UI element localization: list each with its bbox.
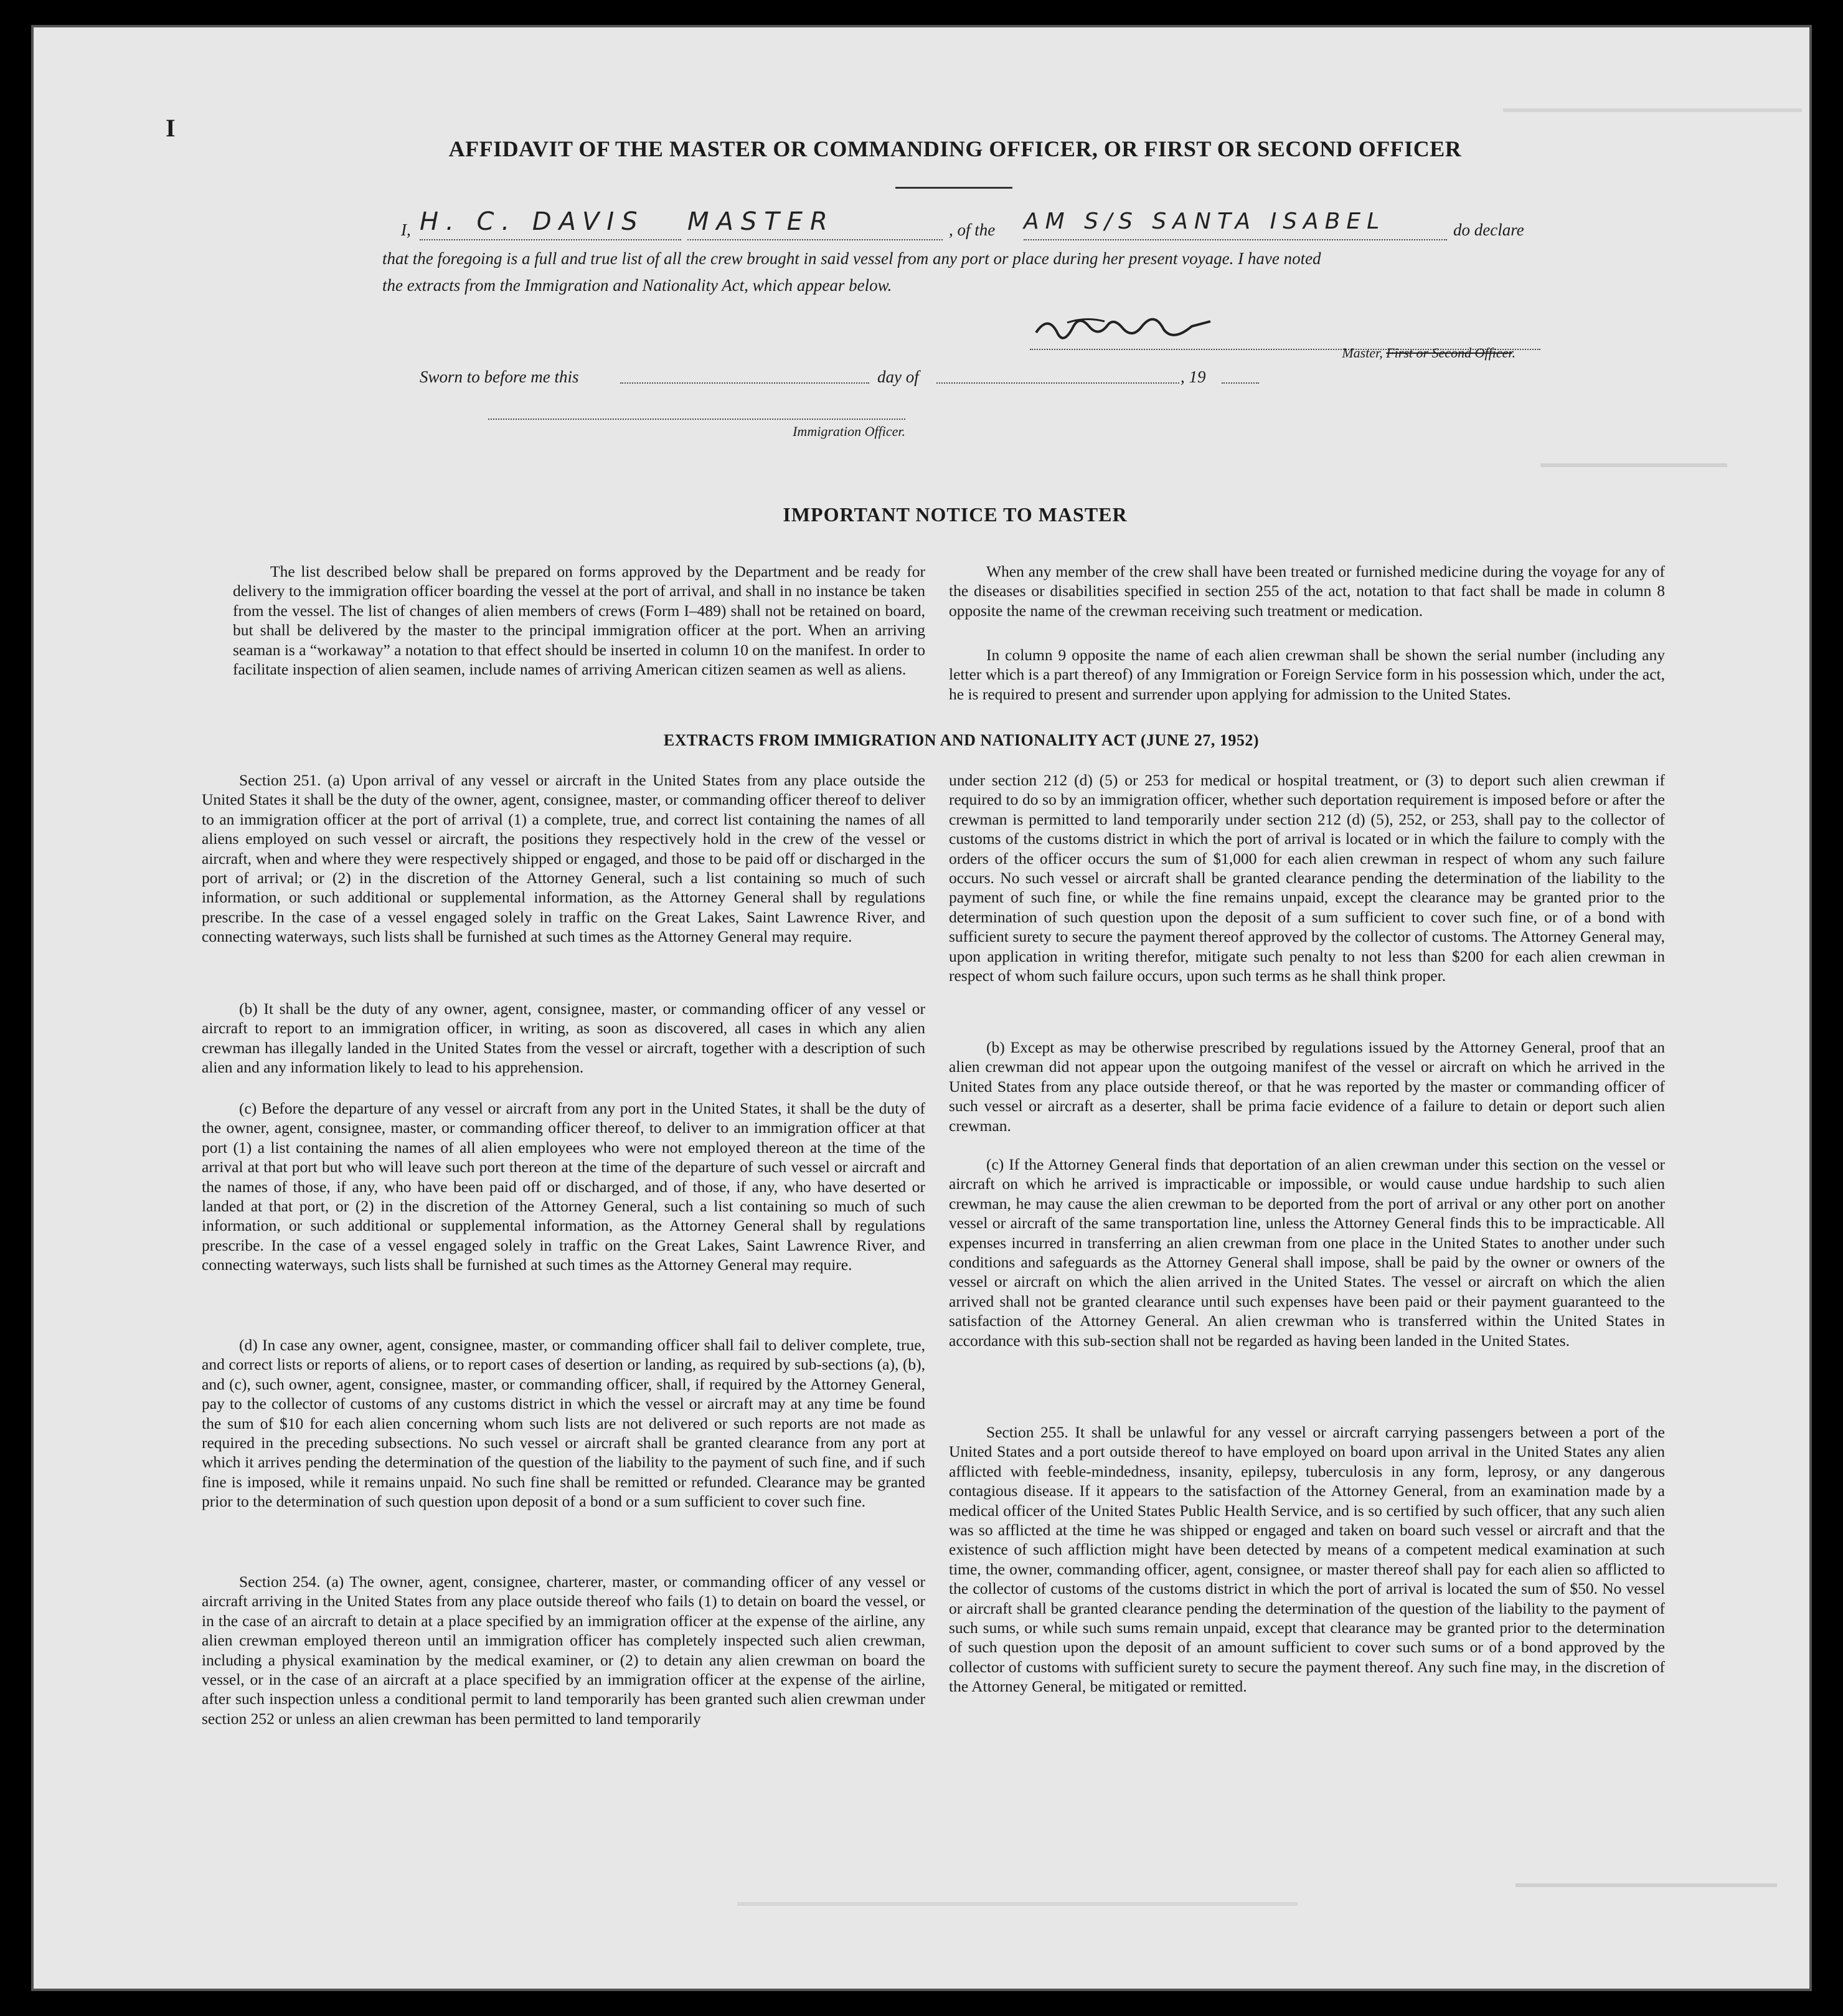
label-do-declare: do declare bbox=[1453, 220, 1524, 239]
bleed-through-mark bbox=[1540, 463, 1727, 473]
declaration-line-2: the extracts from the Immigration and Nationality Act, which appear below. bbox=[382, 276, 892, 295]
bleed-through-mark bbox=[737, 1902, 1298, 1912]
section-251-d: (d) In case any owner, agent, consignee, master, or commanding officer shall fail to deliver complete, true, and correct lists or reports of aliens, or to report cases of desertion or landing, as required by sub-sections (a), (b), and (c), such owner, agent, consignee, master, or commanding officer, shall, if required by the Attorney General, pay to the collector of customs of any customs district in which the vessel or aircraft may at any time be found the sum of $10 for each alien concerning whom such lists are not delivered or such reports are not made as required in the preceding subsections. No such vessel or aircraft shall be granted clearance from any port at which it arrives pending the determination of the question of the liability to the payment of such fine, and if such fine is imposed, while it remains unpaid. No such fine shall be remitted or refunded. Clearance may be granted prior to the determination of such question upon deposit of a bond or a sum sufficient to cover such fine. bbox=[202, 1336, 925, 1511]
caption-master: Master, bbox=[1342, 345, 1383, 361]
notice-title: IMPORTANT NOTICE TO MASTER bbox=[783, 503, 1128, 526]
label-of-the: , of the bbox=[949, 220, 996, 239]
corner-mark: I bbox=[166, 114, 176, 142]
bleed-through-mark bbox=[1515, 1883, 1777, 1893]
sworn-day-field[interactable] bbox=[620, 381, 869, 384]
section-254-a-continued: under section 212 (d) (5) or 253 for medical or hospital treatment, or (3) to deport such alien crewman if required to do so by an immigration officer, whether such deportation requirement is imposed before or after the crewman is permitted to land temporarily under section 212 (d) (5), 252, or 253, shall pay to the collector of customs of the customs district in which the port of arrival is located or in which the failure to comply with the orders of the officer occurs the sum of $1,000 for each alien crewman in respect of whom any such failure occurs. No such vessel or aircraft shall be granted clearance pending the determination of the liability to the payment of such fine, or while the fine remains unpaid, except the clearance may be granted prior to the determination of such question upon the deposit of a sum sufficient to cover such fine, or of a bond with sufficient surety to secure the payment thereof approved by the collector of customs. The Attorney General may, upon application in writing therefor, mitigate such penalty to not less than $200 for each alien crewman in respect of whom such failure occurs, upon such terms as he shall think proper. bbox=[949, 771, 1665, 985]
label-i: I, bbox=[401, 220, 411, 239]
notice-right-paragraph-1: When any member of the crew shall have been treated or furnished medicine during the voyage for any of the diseases or disabilities specified in section 255 of the act, notation to that fact shall be made in column 8 opposite the name of the crewman receiving such treatment or medication. bbox=[949, 562, 1665, 620]
extracts-title: EXTRACTS FROM IMMIGRATION AND NATIONALITY ACT (JUNE 27, 1952) bbox=[663, 731, 1260, 749]
caption-first-second-officer: First or Second Officer bbox=[1386, 345, 1512, 361]
section-251-c: (c) Before the departure of any vessel or aircraft from any port in the United States, it shall be the duty of the owner, agent, consignee, master, or commanding officer thereof, to deliver to an immigration officer at that port (1) a list containing the names of all alien employees who were not employed thereon at the time of the arrival at that port but who will leave such port thereon at the time of the departure of such vessel or aircraft and the names of those, if any, who have been paid off or discharged, and of those, if any, who have deserted or landed at that port, or (2) in the discretion of the Attorney General, such a list containing so much of such information, or such additional or supplemental information, as the Attorney General shall by regulations prescribe. In the case of a vessel engaged solely in traffic on the Great Lakes, Saint Lawrence River, and connecting waterways, such lists shall be furnished at such times as the Attorney General may require. bbox=[202, 1099, 925, 1274]
master-signature bbox=[1030, 308, 1540, 350]
section-254-b: (b) Except as may be otherwise prescribed by regulations issued by the Attorney General, proof that an alien crewman did not appear upon the outgoing manifest of the vessel or aircraft on which he arrived in the United States from any place outside thereof, or that he was reported by the master or commanding officer of such vessel or aircraft as a deserter, shall be prima facie evidence of a failure to detain or deport such alien crewman. bbox=[949, 1038, 1665, 1135]
bleed-through-mark bbox=[1503, 108, 1802, 120]
section-251-a: Section 251. (a) Upon arrival of any vessel or aircraft in the United States from any place outside the United States it shall be the duty of the owner, agent, consignee, master, or commanding officer thereof to deliver to an immigration officer at the port of arrival (1) a complete, true, and correct list containing the names of all aliens employed on such vessel or aircraft, the positions they respectively hold in the crew of the vessel or aircraft, when and where they were respectively shipped or engaged, and those to be paid off or discharged in the port of arrival; or (2) in the discretion of the Attorney General, such a list containing so much of such information, or such additional or supplemental information, as the Attorney General shall by regulations prescribe. In the case of a vessel engaged solely in traffic on the Great Lakes, Saint Lawrence River, and connecting waterways, such lists shall be furnished at such times as the Attorney General may require. bbox=[202, 771, 925, 946]
section-254-a: Section 254. (a) The owner, agent, consignee, charterer, master, or commanding officer of any vessel or aircraft arriving in the United States from any place outside thereof who fails (1) to detain on board the vessel, or in the case of an aircraft to detain at a place specified by an immigration officer at the expense of the airline, any alien crewman employed thereon until an immigration officer has completely inspected such alien crewman, including a physical examination by the medical examiner, or (2) to detain any alien crewman on board the vessel, or in the case of an aircraft at a place specified by an immigration officer at the expense of the airline, after such inspection unless a conditional permit to land temporarily has been granted such alien crewman under section 252 or unless an alien crewman has been permitted to land temporarily bbox=[202, 1573, 925, 1728]
title-rule bbox=[895, 187, 1012, 189]
sworn-month-field[interactable] bbox=[936, 381, 1179, 384]
day-of-label: day of bbox=[877, 367, 919, 386]
immigration-officer-signature-field[interactable] bbox=[488, 419, 905, 420]
sworn-year-field[interactable] bbox=[1222, 381, 1259, 384]
declaration-line-1: that the foregoing is a full and true list of all the crew brought in said vessel from any port or place during her present voyage. I have noted bbox=[382, 249, 1321, 268]
notice-left-paragraph: The list described below shall be prepared on forms approved by the Department and be ready for delivery to the immigration officer boarding the vessel at the port of arrival, and shall in no instance be taken from the vessel. The list of changes of alien members of crews (Form I–489) shall not be retained on board, but shall be delivered by the master to the principal immigration officer at the port. When an arriving seaman is a “workaway” a notation to that effect should be inserted in column 10 on the manifest. In order to facilitate inspection of alien seamen, include names of arriving American citizen seamen as well as aliens. bbox=[233, 562, 925, 679]
section-251-b: (b) It shall be the duty of any owner, agent, consignee, master, or commanding officer of any vessel or aircraft to report to an immigration officer, in writing, as soon as discovered, all cases in which any alien crewman has illegally landed in the United States from the vessel or aircraft, together with a description of such alien and any information likely to lead to his apprehension. bbox=[202, 1000, 925, 1077]
vessel-field[interactable]: AM S/S SANTA ISABEL bbox=[1024, 208, 1447, 240]
signature-caption bbox=[1266, 345, 1515, 361]
signature-scribble-icon bbox=[1030, 308, 1217, 349]
document-sheet bbox=[31, 25, 1812, 1991]
section-255: Section 255. It shall be unlawful for any vessel or aircraft carrying passengers between a port of the United States and a port outside thereof to have employed on board upon arrival in the United States any alien afflicted with feeble-mindedness, insanity, epilepsy, tuberculosis in any form, leprosy, or any dangerous contagious disease. If it appears to the satisfaction of the Attorney General, from an examination made by a medical officer of the United States Public Health Service, and is so certified by such officer, that any such alien was so afflicted at the time he was shipped or engaged and taken on board such vessel or aircraft and that the existence of such affliction might have been detected by means of a competent medical examination at such time, the owner, commanding officer, agent, consignee, or master thereof shall pay for each alien so afflicted to the collector of customs of the customs district in which the port of arrival is located the sum of $50. No vessel or aircraft shall be granted clearance pending the determination of the question of the liability to the payment of such sums, or while such sums remain unpaid, except that clearance may be granted prior to the determination of such question upon the deposit of an amount sufficient to cover such sums or of a bond approved by the collector of customs with sufficient surety to secure the payment thereof. Any such fine may, in the discretion of the Attorney General, be mitigated or remitted. bbox=[949, 1423, 1665, 1696]
declaration-fill-line bbox=[401, 208, 1534, 239]
rank-field[interactable]: MASTER bbox=[687, 208, 943, 240]
caption-period: . bbox=[1512, 345, 1515, 361]
sworn-line bbox=[420, 367, 1279, 392]
sworn-label: Sworn to before me this bbox=[420, 367, 579, 386]
section-254-c: (c) If the Attorney General finds that deportation of an alien crewman under this section on the vessel or aircraft on which he arrived is impracticable or impossible, or would cause undue hardship to such alien crewman, he may cause the alien crewman to be deported from the port of arrival or any other port on another vessel or aircraft of the same transportation line, unless the Attorney General finds this to be impracticable. All expenses incurred in transferring an alien crewman from one place in the United States to another under such conditions and safeguards as the Attorney General shall impose, shall be paid by the owner or owners of the vessel or aircraft on which the alien arrived in the United States. The vessel or aircraft on which the alien arrived shall not be granted clearance until such expenses have been paid or their payment guaranteed to the satisfaction of the Attorney General. An alien crewman who is transferred within the United States in accordance with this sub-section shall not be regarded as having been landed in the United States. bbox=[949, 1155, 1665, 1350]
immigration-officer-label: Immigration Officer. bbox=[793, 424, 905, 439]
affidavit-title: AFFIDAVIT OF THE MASTER OR COMMANDING OFFICER, OR FIRST OR SECOND OFFICER bbox=[448, 136, 1462, 161]
master-name-field[interactable]: H. C. DAVIS bbox=[420, 208, 681, 240]
year-label: , 19 bbox=[1181, 367, 1206, 386]
notice-right-paragraph-2: In column 9 opposite the name of each alien crewman shall be shown the serial number (including any letter which is a part thereof) of any Immigration or Foreign Service form in his possession which, under the act, he is required to present and surrender upon applying for admission to the United States. bbox=[949, 646, 1665, 703]
